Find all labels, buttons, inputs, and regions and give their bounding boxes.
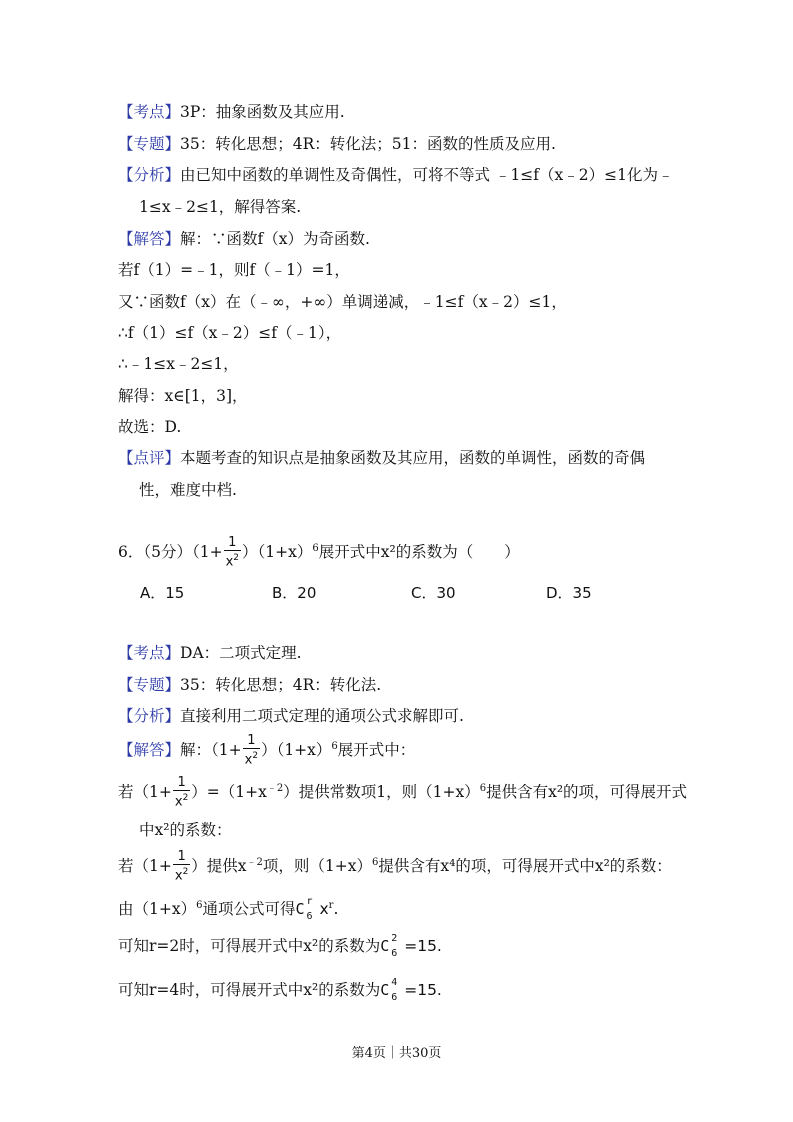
jieda2-frac-den <box>243 749 260 767</box>
case2-frac-den-exp: 2 <box>182 867 189 878</box>
q6-frac-num: 1 <box>224 536 241 551</box>
q6-fraction <box>224 536 241 569</box>
jieda-line-2 <box>118 732 415 768</box>
case1-frac-num: 1 <box>173 776 190 791</box>
comb-c6r-sub: 6 <box>306 911 313 922</box>
dianping-text: 本题考查的知识点是抽象函数及其应用，函数的单调性，函数的奇偶 <box>180 449 646 467</box>
case1-c: ）提供常数项1，则（1+x） <box>283 783 480 801</box>
case4-val: =15. <box>404 937 442 955</box>
option-b: B．20 <box>272 584 317 602</box>
case-2-line <box>118 848 672 884</box>
case1-frac-den-base: x <box>174 794 183 810</box>
jieda-tag-2: 【解答】 <box>118 741 181 759</box>
comb-c62-sub: 6 <box>391 948 398 959</box>
dianping-tag: 【点评】 <box>118 449 181 467</box>
case3-exp6: 6 <box>196 900 203 911</box>
case-4-line <box>118 934 442 958</box>
fenxi-tag-2: 【分析】 <box>118 707 181 725</box>
zhuanti-tag: 【专题】 <box>118 135 181 153</box>
case4-a: 可知r=2时，可得展开式中x²的系数为 <box>118 937 381 955</box>
zhuanti-line <box>118 134 556 154</box>
jieda2-fraction <box>243 734 260 767</box>
jieda2-frac-num: 1 <box>243 734 260 749</box>
page-footer: 第4页｜共30页 <box>351 1046 442 1061</box>
case3-end: . <box>333 900 339 918</box>
comb-c64: C 4 6 <box>380 978 404 1002</box>
case1-b: ）=（1+x <box>191 783 267 801</box>
kaodian-tag-2: 【考点】 <box>118 644 181 662</box>
kaodian-text-2: DA：二项式定理. <box>180 644 302 662</box>
kaodian-line-2 <box>118 643 302 663</box>
zhuanti-line-2 <box>118 675 381 695</box>
option-d: D．35 <box>546 584 592 602</box>
case2-b: ）提供x <box>191 857 247 875</box>
case1-exp: ﹣2 <box>266 783 284 794</box>
comb-c64-sup: 4 <box>391 977 398 988</box>
case-3-line <box>118 894 338 921</box>
fenxi-text-2: 直接利用二项式定理的通项公式求解即可. <box>180 707 464 725</box>
case3-x-exp: r <box>328 900 334 911</box>
q6-frac-den-exp: 2 <box>233 553 240 564</box>
solution-line-3: ∴f（1）≤f（x﹣2）≤f（﹣1）， <box>118 324 342 342</box>
case3-x: x <box>319 900 329 918</box>
case3-b: 通项公式可得 <box>202 900 296 918</box>
jieda-tag: 【解答】 <box>118 230 181 248</box>
solution-line-2: 又∵函数f（x）在（﹣∞，+∞）单调递减，﹣1≤f（x﹣2）≤1， <box>118 293 567 311</box>
fenxi-line-2: 1≤x﹣2≤1，解得答案. <box>139 198 302 216</box>
case2-c: 项，则（1+x） <box>262 857 373 875</box>
kaodian-text: 3P：抽象函数及其应用. <box>180 103 345 121</box>
case2-frac-den-base: x <box>174 868 183 884</box>
q6-suffix-a: ）（1+x） <box>242 543 313 561</box>
case-1-cont: 中x²的系数： <box>139 821 232 839</box>
option-a: A．15 <box>140 584 185 602</box>
comb-c62: C 2 6 <box>380 934 404 958</box>
jieda2-frac-den-exp: 2 <box>252 751 259 762</box>
solution-line-5: 解得：x∈[1，3]， <box>118 387 248 405</box>
case1-frac-den <box>173 791 190 809</box>
solution-line-4: ∴﹣1≤x﹣2≤1， <box>118 355 239 373</box>
comb-c6r-sup: r <box>306 896 313 907</box>
comb-c64-sub: 6 <box>391 992 398 1003</box>
fenxi-tag: 【分析】 <box>118 166 181 184</box>
case1-frac-den-exp: 2 <box>182 793 189 804</box>
case-1-line <box>118 774 687 810</box>
case5-a: 可知r=4时，可得展开式中x²的系数为 <box>118 981 381 999</box>
jieda2-c: 展开式中： <box>337 741 416 759</box>
option-c: C．30 <box>411 584 456 602</box>
case5-val: =15. <box>404 981 442 999</box>
zhuanti-tag-2: 【专题】 <box>118 676 181 694</box>
case1-a: 若（1+ <box>118 783 172 801</box>
kaodian-tag: 【考点】 <box>118 103 181 121</box>
comb-c62-sup: 2 <box>391 933 398 944</box>
case2-exp6: 6 <box>372 857 379 868</box>
fenxi-text: 由已知中函数的单调性及奇偶性，可将不等式 ﹣1≤f（x﹣2）≤1化为﹣ <box>180 166 674 184</box>
fenxi-line <box>118 165 673 185</box>
jieda-text: 解：∵函数f（x）为奇函数. <box>180 230 370 248</box>
zhuanti-text-2: 35：转化思想；4R：转化法. <box>180 676 382 694</box>
case2-frac-den <box>173 865 190 883</box>
jieda2-frac-den-base: x <box>244 752 253 768</box>
case-5-line <box>118 978 442 1002</box>
jieda2-a: 解：（1+ <box>180 741 242 759</box>
fenxi-line-b2 <box>118 706 464 726</box>
jieda-line <box>118 229 370 249</box>
case2-frac-num: 1 <box>173 850 190 865</box>
solution-line-1: 若f（1）=﹣1，则f（﹣1）=1， <box>118 261 350 279</box>
zhuanti-text: 35：转化思想；4R：转化法；51：函数的性质及应用. <box>180 135 556 153</box>
q6-prefix: 6．（5分）（1+ <box>118 543 223 561</box>
jieda2-exp6: 6 <box>331 741 338 752</box>
q6-exp6: 6 <box>312 543 319 554</box>
solution-line-6: 故选：D. <box>118 418 182 436</box>
q6-suffix-b: 展开式中x²的系数为（ ） <box>318 543 520 561</box>
case2-d: 提供含有x⁴的项，可得展开式中x²的系数： <box>378 857 672 875</box>
case1-exp6: 6 <box>479 783 487 794</box>
case1-d: 提供含有x²的项，可得展开式 <box>486 783 688 801</box>
kaodian-line <box>118 102 345 122</box>
question-6 <box>118 534 520 570</box>
comb-c6r: C r 6 <box>295 897 319 921</box>
case2-a: 若（1+ <box>118 857 172 875</box>
q6-frac-den <box>224 551 241 569</box>
case3-a: 由（1+x） <box>118 900 197 918</box>
q6-frac-den-base: x <box>225 554 234 570</box>
case2-exp: ﹣2 <box>246 857 263 868</box>
jieda2-b: ）（1+x） <box>261 741 332 759</box>
case2-fraction <box>173 850 190 883</box>
dianping-line <box>118 448 645 468</box>
case1-fraction <box>173 776 190 809</box>
dianping-line-2: 性，难度中档. <box>139 481 237 499</box>
